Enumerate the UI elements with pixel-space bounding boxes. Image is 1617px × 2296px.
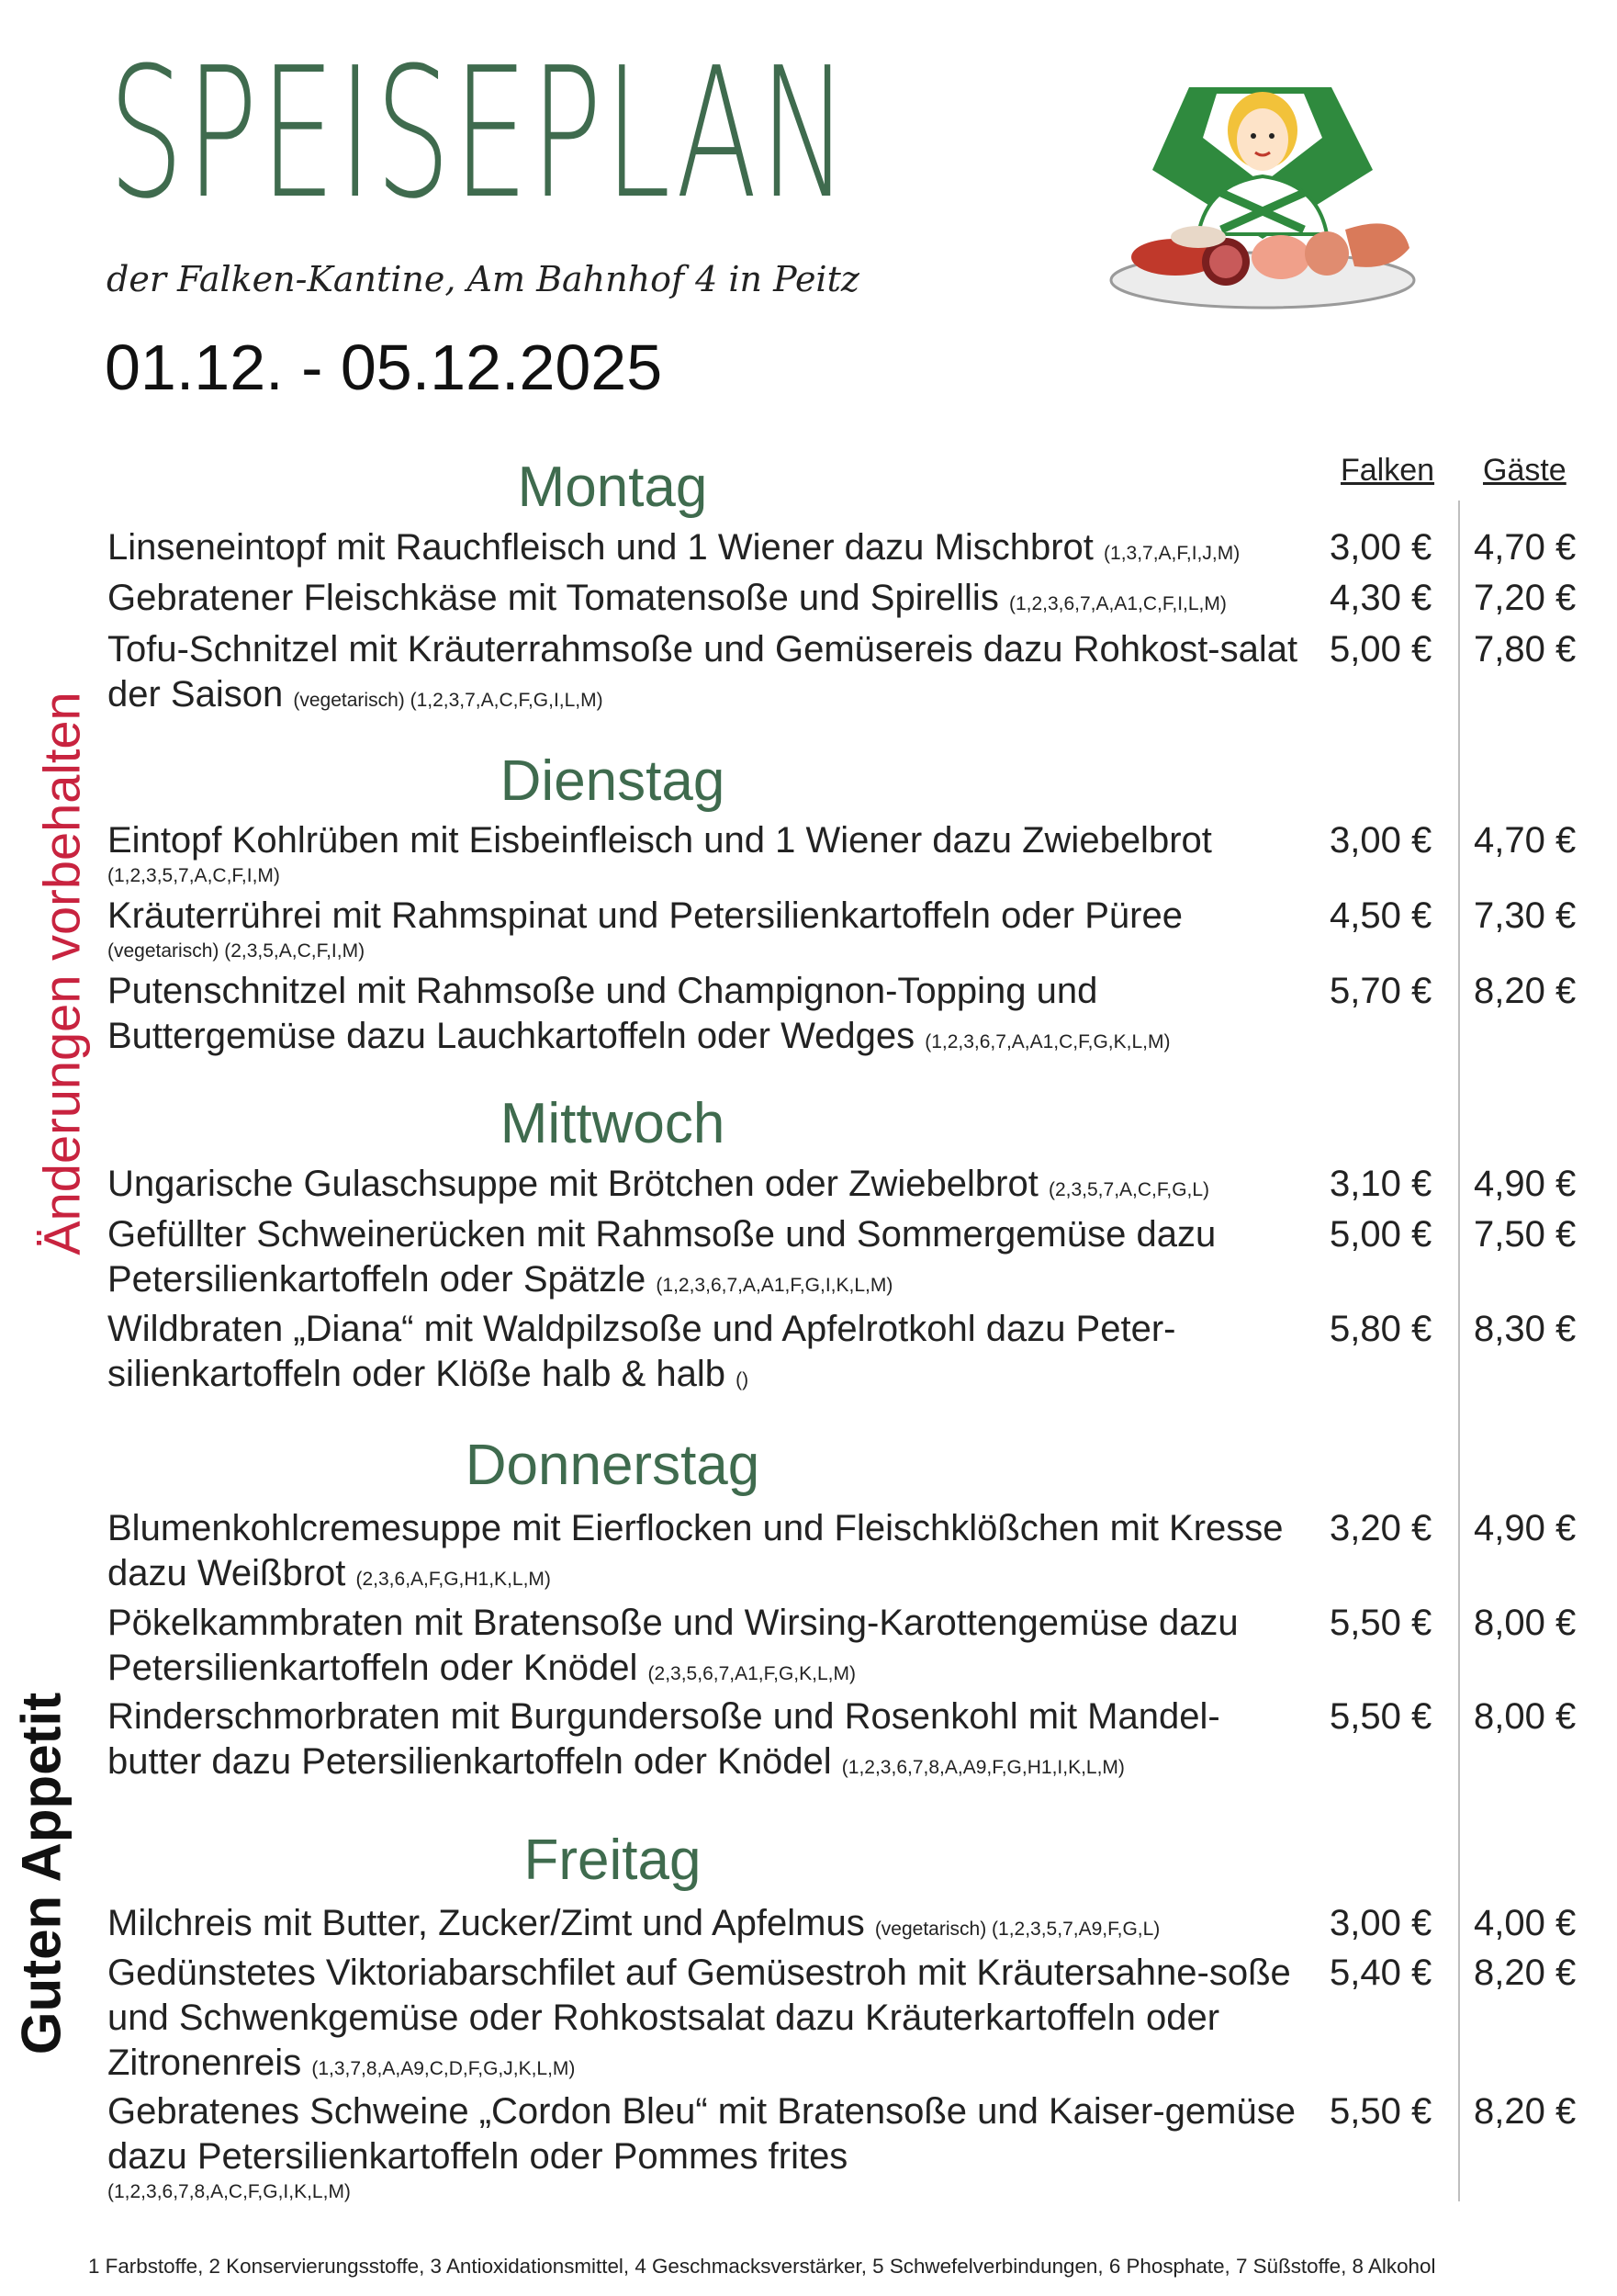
day-title-montag: Montag [517, 456, 708, 519]
allergen-legend: 1 Farbstoffe, 2 Konservierungsstoffe, 3 Antioxidationsmittel, 4 Geschmacksverstärker, 5 Schwefelverbindungen, 6 Phosphate, 7 Süßstoffe, 8 Alkohol [88, 2255, 1436, 2278]
price-gaeste: 8,00 € [1474, 1603, 1577, 1643]
dish-item: Pökelkammbraten mit Bratensoße und Wirsing-Karottengemüse dazu Petersilienkartoffeln oder Knödel (2,3,5,6,7,A1,F,G,K,L,M) [107, 1603, 1239, 1688]
column-header-gaeste: Gäste [1483, 453, 1566, 488]
price-gaeste: 8,20 € [1474, 2091, 1577, 2132]
page-title: SPEISEPLAN [108, 29, 851, 239]
page-subtitle: der Falken-Kantine, Am Bahnhof 4 in Peitz [107, 259, 859, 299]
dish-item: Putenschnitzel mit Rahmsoße und Champignon-Topping und Buttergemüse dazu Lauchkartoffeln oder Wedges (1,2,3,6,7,A,A1,C,F,G,K,L,M) [107, 971, 1171, 1056]
dish-item: Wildbraten „Diana“ mit Waldpilzsoße und Apfelrotkohl dazu Peter-silienkartoffeln oder Klöße halb & halb () [107, 1309, 1176, 1394]
price-falken: 3,20 € [1330, 1508, 1432, 1548]
price-gaeste: 8,20 € [1474, 1953, 1577, 1993]
price-gaeste: 4,70 € [1474, 527, 1577, 568]
price-falken: 5,00 € [1330, 1214, 1432, 1255]
price-falken: 5,80 € [1330, 1309, 1432, 1349]
price-gaeste: 7,50 € [1474, 1214, 1577, 1255]
price-falken: 5,40 € [1330, 1953, 1432, 1993]
price-falken: 5,50 € [1330, 2091, 1432, 2132]
price-falken: 5,70 € [1330, 971, 1432, 1011]
price-falken: 5,50 € [1330, 1696, 1432, 1737]
dish-item: Eintopf Kohlrüben mit Eisbeinfleisch und 1 Wiener dazu Zwiebelbrot (1,2,3,5,7,A,C,F,I,M) [107, 820, 1212, 886]
dish-item: Ungarische Gulaschsuppe mit Brötchen oder Zwiebelbrot (2,3,5,7,A,C,F,G,L) [107, 1164, 1210, 1204]
price-gaeste: 7,20 € [1474, 578, 1577, 618]
price-falken: 5,00 € [1330, 629, 1432, 670]
price-falken: 3,10 € [1330, 1164, 1432, 1204]
dish-item: Blumenkohlcremesuppe mit Eierflocken und Fleischklößchen mit Kresse dazu Weißbrot (2,3,6,A,F,G,H1,K,L,M) [107, 1508, 1284, 1593]
price-gaeste: 4,90 € [1474, 1164, 1577, 1204]
price-falken: 4,50 € [1330, 895, 1432, 936]
dish-item: Milchreis mit Butter, Zucker/Zimt und Apfelmus (vegetarisch) (1,2,3,5,7,A9,F,G,L) [107, 1903, 1161, 1943]
day-title-donnerstag: Donnerstag [465, 1434, 760, 1497]
price-falken: 3,00 € [1330, 820, 1432, 861]
dish-item: Rinderschmorbraten mit Burgundersoße und Rosenkohl mit Mandel-butter dazu Petersilienkartoffeln oder Knödel (1,2,3,6,7,8,A,A9,F,G,H1,I,K,L,M) [107, 1696, 1220, 1782]
side-note-changes: Änderungen vorbehalten [32, 692, 91, 1255]
price-falken: 3,00 € [1330, 527, 1432, 568]
canteen-mascot-icon [1097, 73, 1428, 317]
side-greeting: Guten Appetit [10, 1692, 73, 2055]
column-divider [1458, 501, 1460, 2201]
price-gaeste: 8,30 € [1474, 1309, 1577, 1349]
price-gaeste: 4,00 € [1474, 1903, 1577, 1943]
price-gaeste: 4,90 € [1474, 1508, 1577, 1548]
price-gaeste: 7,30 € [1474, 895, 1577, 936]
dish-item: Linseneintopf mit Rauchfleisch und 1 Wiener dazu Mischbrot (1,3,7,A,F,I,J,M) [107, 527, 1241, 568]
dish-item: Tofu-Schnitzel mit Kräuterrahmsoße und Gemüsereis dazu Rohkost-salat der Saison (vegetarisch) (1,2,3,7,A,C,F,G,I,L,M) [107, 629, 1298, 715]
price-gaeste: 7,80 € [1474, 629, 1577, 670]
dish-item: Gefüllter Schweinerücken mit Rahmsoße und Sommergemüse dazu Petersilienkartoffeln oder Spätzle (1,2,3,6,7,A,A1,F,G,I,K,L,M) [107, 1214, 1217, 1300]
price-falken: 4,30 € [1330, 578, 1432, 618]
price-falken: 5,50 € [1330, 1603, 1432, 1643]
price-gaeste: 4,70 € [1474, 820, 1577, 861]
date-range: 01.12. - 05.12.2025 [105, 332, 663, 403]
dish-item: Gebratener Fleischkäse mit Tomatensoße und Spirellis (1,2,3,6,7,A,A1,C,F,I,L,M) [107, 578, 1227, 618]
day-title-freitag: Freitag [523, 1829, 702, 1892]
dish-item: Gebratenes Schweine „Cordon Bleu“ mit Bratensoße und Kaiser-gemüse dazu Petersilienkartoffeln oder Pommes frites (1,2,3,6,7,8,A,C,F,G,I,K,L,M) [107, 2091, 1296, 2202]
price-gaeste: 8,00 € [1474, 1696, 1577, 1737]
column-header-falken: Falken [1341, 453, 1435, 488]
day-title-mittwoch: Mittwoch [500, 1092, 725, 1155]
dish-item: Kräuterrührei mit Rahmspinat und Petersilienkartoffeln oder Püree (vegetarisch) (2,3,5,A,C,F,I,M) [107, 895, 1183, 962]
price-gaeste: 8,20 € [1474, 971, 1577, 1011]
dish-item: Gedünstetes Viktoriabarschfilet auf Gemüsestroh mit Kräutersahne-soße und Schwenkgemüse oder Rohkostsalat dazu Kräuterkartoffeln oder Zitronenreis (1,3,7,8,A,A9,C,D,F,G,J,K,L,M) [107, 1953, 1291, 2083]
price-falken: 3,00 € [1330, 1903, 1432, 1943]
day-title-dienstag: Dienstag [500, 749, 725, 813]
